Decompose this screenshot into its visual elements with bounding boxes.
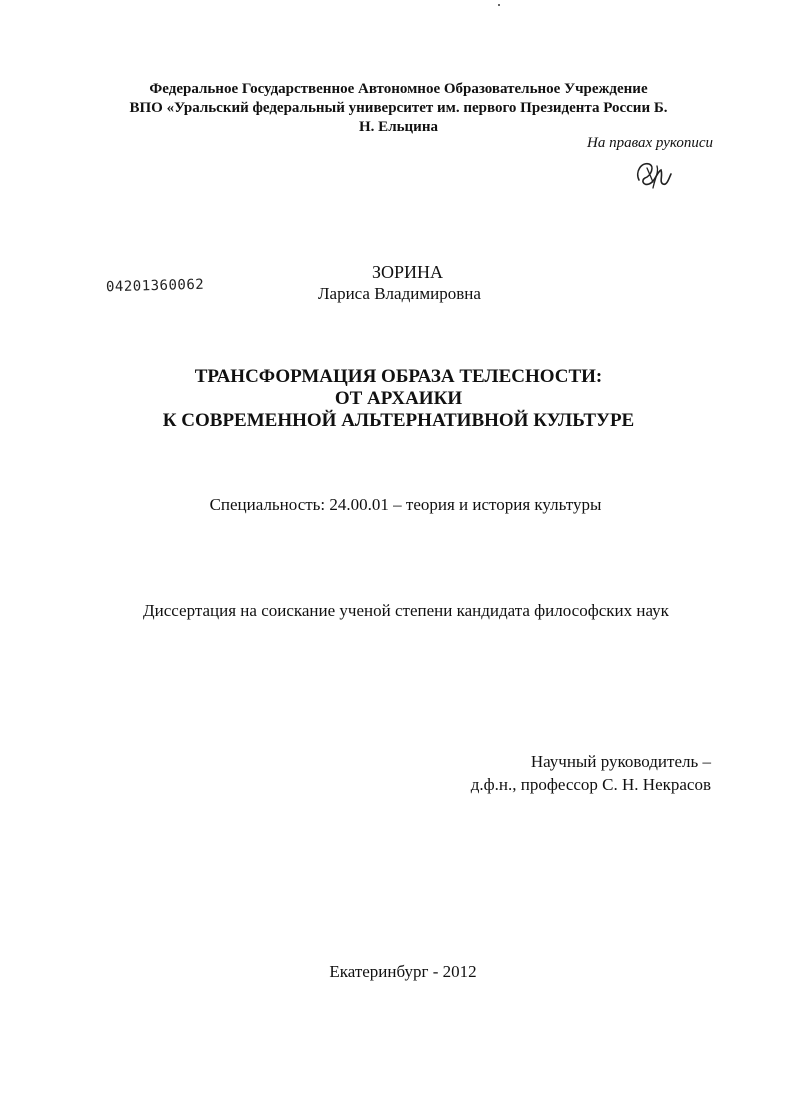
place-and-year: Екатеринбург - 2012 [329,962,477,981]
title-line-1: ТРАНСФОРМАЦИЯ ОБРАЗА ТЕЛЕСНОСТИ: [194,366,603,387]
author-given-names: Лариса Владимировна [318,284,481,303]
institution-line-1: Федеральное Государственное Автономное Образовательное Учреждение [149,81,648,97]
dissertation-degree-line: Диссертация на соискание ученой степени кандидата философских наук [143,601,669,620]
scan-speck [498,4,500,6]
advisor-label: Научный руководитель – [530,752,711,771]
title-line-2: ОТ АРХАИКИ [334,388,463,409]
handwritten-signature [633,158,673,192]
institution-line-2: ВПО «Уральский федеральный университет им. первого Президента России Б. [129,100,668,116]
title-line-3: К СОВРЕМЕННОЙ АЛЬТЕРНАТИВНОЙ КУЛЬТУРЕ [162,410,635,431]
specialty-line: Специальность: 24.00.01 – теория и история культуры [209,495,602,514]
institution-header [0,80,797,137]
author-surname: ЗОРИНА [372,262,444,282]
scientific-advisor [471,750,711,796]
manuscript-rights-note: На правах рукописи [587,135,713,151]
dissertation-title [20,366,797,432]
institution-line-3: Н. Ельцина [359,119,438,135]
registration-stamp-number: 04201360062 [105,276,205,296]
advisor-name: д.ф.н., профессор С. Н. Некрасов [470,775,711,794]
